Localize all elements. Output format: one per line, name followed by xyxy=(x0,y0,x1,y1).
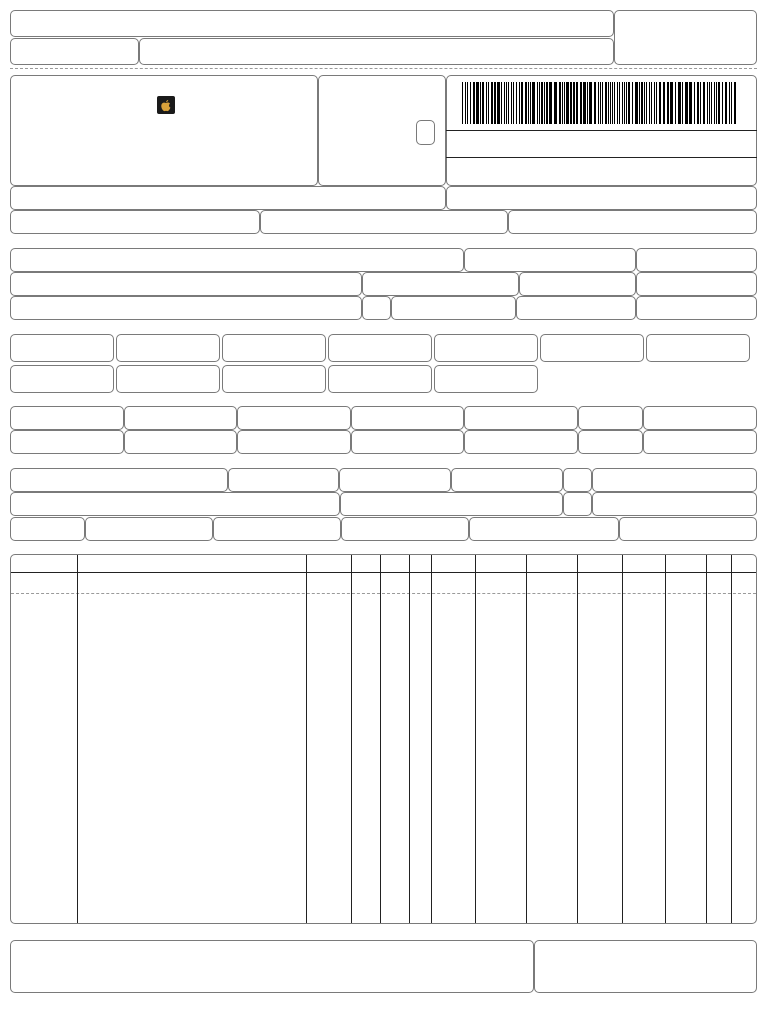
volume-quantity-field xyxy=(10,517,85,541)
barcode-bar xyxy=(530,82,531,124)
barcode-bar xyxy=(470,82,471,124)
barcode-bar xyxy=(525,82,527,124)
barcode-bar xyxy=(501,82,502,124)
barcode-bar xyxy=(467,82,468,124)
invoice-cell-9 xyxy=(116,365,220,393)
barcode-bar xyxy=(734,82,736,124)
items-col-divider xyxy=(706,555,707,923)
barcode-bar xyxy=(554,82,557,124)
barcode-bar xyxy=(700,82,701,124)
discount-field xyxy=(237,430,351,454)
freight-value-field xyxy=(10,430,124,454)
barcode-bar xyxy=(707,82,708,124)
barcode-bar xyxy=(528,82,529,124)
carrier-cnpj-field xyxy=(592,468,757,492)
invoice-total-field xyxy=(643,430,757,454)
invoice-cell-11 xyxy=(328,365,432,393)
barcode-bar xyxy=(482,82,484,124)
other-expenses-field xyxy=(351,430,464,454)
items-col-divider xyxy=(526,555,527,923)
barcode-bar xyxy=(600,82,601,124)
operation-nature-field xyxy=(10,186,446,210)
barcode-bar xyxy=(562,82,563,124)
emission-date-field xyxy=(636,248,757,272)
barcode-bar xyxy=(716,82,717,124)
barcode-bar xyxy=(513,82,514,124)
barcode-bar xyxy=(725,82,727,124)
cofins-field xyxy=(578,430,643,454)
invoice-cell-8 xyxy=(10,365,114,393)
barcode-bar xyxy=(608,82,609,124)
barcode-bar xyxy=(516,82,517,124)
barcode-bar xyxy=(546,82,548,124)
barcode-bar xyxy=(635,82,638,124)
recipient-district-field xyxy=(362,272,519,296)
barcode-bar xyxy=(598,82,599,124)
vehicle-plate-field xyxy=(451,468,563,492)
items-table-row-divider xyxy=(11,593,756,594)
barcode-bar xyxy=(632,82,633,124)
barcode-bar xyxy=(583,82,586,124)
barcode-bar xyxy=(532,82,535,124)
barcode-bar xyxy=(641,82,643,124)
recipient-zip-field xyxy=(519,272,636,296)
carrier-ie-field xyxy=(592,492,757,516)
barcode-bar xyxy=(731,82,732,124)
barcode-bar xyxy=(622,82,623,124)
invoice-cell-5 xyxy=(434,334,538,362)
access-key-divider-2 xyxy=(446,157,757,158)
barcode-bar xyxy=(639,82,640,124)
additional-info-box xyxy=(10,940,534,993)
barcode-bar xyxy=(541,82,543,124)
approx-taxes-field xyxy=(464,406,578,430)
barcode-bar xyxy=(682,82,683,124)
insurance-value-field xyxy=(124,430,237,454)
barcode-bar xyxy=(476,82,479,124)
barcode-bar xyxy=(544,82,545,124)
substitute-registration-field xyxy=(260,210,508,234)
barcode-bar xyxy=(656,82,657,124)
recipient-address-field xyxy=(10,272,362,296)
cnpj-field xyxy=(508,210,757,234)
invoice-cell-3 xyxy=(222,334,326,362)
barcode-bar xyxy=(644,82,645,124)
barcode-bar xyxy=(711,82,712,124)
barcode-bar xyxy=(649,82,650,124)
items-col-divider xyxy=(665,555,666,923)
freight-mode-field xyxy=(228,468,339,492)
exit-date-field xyxy=(636,272,757,296)
exit-time-field xyxy=(636,296,757,320)
barcode-bar xyxy=(628,82,630,124)
net-weight-field xyxy=(619,517,757,541)
recipient-cnpj-field xyxy=(464,248,636,272)
icms-st-value-field xyxy=(351,406,464,430)
recipient-ie-field xyxy=(516,296,636,320)
invoice-cell-12 xyxy=(434,365,538,393)
ipi-value-field xyxy=(464,430,578,454)
barcode-bar xyxy=(589,82,592,124)
barcode-bar xyxy=(612,82,613,124)
barcode-bar xyxy=(675,82,676,124)
items-table-header-divider xyxy=(11,572,756,573)
barcode-bar xyxy=(508,82,509,124)
invoice-cell-2 xyxy=(116,334,220,362)
barcode-bar xyxy=(605,82,607,124)
invoice-cell-4 xyxy=(328,334,432,362)
barcode-bar xyxy=(519,82,520,124)
items-col-divider xyxy=(622,555,623,923)
barcode-bar xyxy=(566,82,569,124)
barcode-bar xyxy=(709,82,710,124)
carrier-name-field xyxy=(10,468,228,492)
tax-base-field xyxy=(10,406,124,430)
barcode-bar xyxy=(473,82,475,124)
barcode-bar xyxy=(689,82,692,124)
barcode-bar xyxy=(624,82,625,124)
invoice-cell-1 xyxy=(10,334,114,362)
recipient-state-field xyxy=(362,296,391,320)
apple-logo-icon xyxy=(157,96,175,114)
barcode-bar xyxy=(694,82,695,124)
receipt-number-box xyxy=(614,10,757,65)
barcode-bar xyxy=(537,82,538,124)
barcode-bar xyxy=(729,82,730,124)
authorization-protocol-field xyxy=(446,186,757,210)
barcode-bar xyxy=(718,82,720,124)
carrier-city-field xyxy=(340,492,563,516)
recipient-city-field xyxy=(10,296,362,320)
antt-code-field xyxy=(339,468,451,492)
barcode-bar xyxy=(654,82,655,124)
icms-value-field xyxy=(124,406,237,430)
tax-base-st-field xyxy=(237,406,351,430)
state-registration-field xyxy=(10,210,260,234)
barcode-bar xyxy=(667,82,669,124)
barcode-bar xyxy=(573,82,575,124)
issuer-box xyxy=(10,75,318,186)
items-col-divider xyxy=(306,555,307,923)
barcode-bar xyxy=(670,82,673,124)
cut-line xyxy=(10,68,757,69)
barcode-bar xyxy=(651,82,652,124)
barcode-image xyxy=(462,82,738,124)
barcode-bar xyxy=(564,82,565,124)
barcode-bar xyxy=(602,82,603,124)
barcode-bar xyxy=(576,82,578,124)
invoice-cell-7 xyxy=(646,334,750,362)
receipt-title-field xyxy=(10,10,614,37)
barcode-bar xyxy=(685,82,688,124)
recipient-name-field xyxy=(10,248,464,272)
barcode-bar xyxy=(594,82,596,124)
items-col-divider xyxy=(77,555,78,923)
barcode-bar xyxy=(580,82,582,124)
barcode-bar xyxy=(549,82,552,124)
invoice-cell-6 xyxy=(540,334,644,362)
barcode-bar xyxy=(626,82,627,124)
items-col-divider xyxy=(351,555,352,923)
invoice-cell-10 xyxy=(222,365,326,393)
barcode-bar xyxy=(559,82,561,124)
barcode-bar xyxy=(497,82,500,124)
barcode-bar xyxy=(486,82,487,124)
barcode-bar xyxy=(504,82,505,124)
items-col-divider xyxy=(577,555,578,923)
barcode-bar xyxy=(539,82,540,124)
items-table xyxy=(10,554,757,924)
carrier-state-field xyxy=(563,492,592,516)
barcode-bar xyxy=(663,82,665,124)
barcode-bar xyxy=(488,82,489,124)
barcode-bar xyxy=(480,82,481,124)
vehicle-state-field xyxy=(563,468,592,492)
barcode-bar xyxy=(646,82,647,124)
items-col-divider xyxy=(731,555,732,923)
access-key-divider-1 xyxy=(446,130,757,131)
barcode-bar xyxy=(506,82,507,124)
barcode-bar xyxy=(703,82,705,124)
barcode-bar xyxy=(697,82,699,124)
barcode-bar xyxy=(619,82,620,124)
volume-numbering-field xyxy=(341,517,469,541)
barcode-bar xyxy=(617,82,618,124)
barcode-bar xyxy=(462,82,463,124)
pis-field xyxy=(578,406,643,430)
items-col-divider xyxy=(380,555,381,923)
entry-exit-indicator xyxy=(416,120,435,145)
barcode-bar xyxy=(587,82,588,124)
barcode-bar xyxy=(659,82,661,124)
barcode-bar xyxy=(614,82,615,124)
volume-brand-field xyxy=(213,517,341,541)
products-total-field xyxy=(643,406,757,430)
barcode-bar xyxy=(714,82,715,124)
barcode-bar xyxy=(511,82,512,124)
barcode-bar xyxy=(722,82,723,124)
gross-weight-field xyxy=(469,517,619,541)
barcode-bar xyxy=(465,82,466,124)
items-col-divider xyxy=(431,555,432,923)
barcode-bar xyxy=(521,82,523,124)
barcode-bar xyxy=(491,82,493,124)
barcode-bar xyxy=(610,82,611,124)
receipt-signature-field xyxy=(139,38,614,65)
volume-species-field xyxy=(85,517,213,541)
fisco-reserved-box xyxy=(534,940,757,993)
barcode-bar xyxy=(570,82,572,124)
barcode-bar xyxy=(678,82,681,124)
receipt-date-field xyxy=(10,38,139,65)
carrier-address-field xyxy=(10,492,340,516)
items-col-divider xyxy=(409,555,410,923)
barcode-bar xyxy=(494,82,496,124)
items-col-divider xyxy=(475,555,476,923)
recipient-phone-field xyxy=(391,296,516,320)
